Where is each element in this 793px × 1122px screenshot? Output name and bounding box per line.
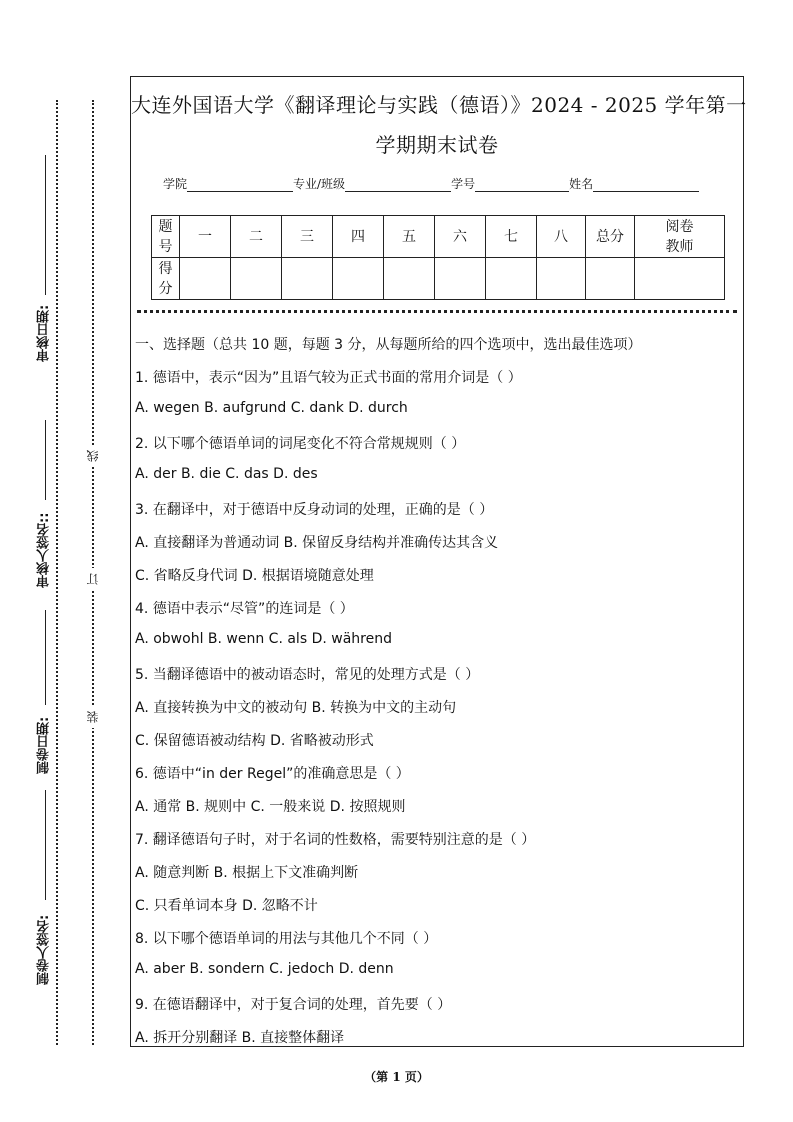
question-5-options-ab: A. 直接转换为中文的被动句 B. 转换为中文的主动句	[135, 700, 457, 716]
score-label: 得分	[152, 258, 180, 300]
cut-line-mark-ding: 订	[82, 568, 104, 590]
col-5: 五	[384, 216, 435, 258]
question-4: 4. 德语中表示“尽管”的连词是（ ）	[135, 601, 354, 617]
exam-title-line1: 大连外国语大学《翻译理论与实践（德语）》2024 - 2025 学年第一	[131, 93, 747, 117]
question-3-options-cd: C. 省略反身代词 D. 根据语境随意处理	[135, 568, 374, 584]
question-3: 3. 在翻译中，对于德语中反身动词的处理，正确的是（ ）	[135, 502, 494, 518]
col-2: 二	[231, 216, 282, 258]
question-2-options: A. der B. die C. das D. des	[135, 466, 318, 482]
score-cell-grader[interactable]	[635, 258, 725, 300]
col-3: 三	[282, 216, 333, 258]
score-cell-1[interactable]	[180, 258, 231, 300]
reviewer-date-label: 审核日期:	[37, 304, 52, 362]
section-one-heading: 一、选择题（总共 10 题，每题 3 分，从每题所给的四个选项中，选出最佳选项）	[135, 337, 642, 353]
score-table	[151, 215, 725, 300]
college-field[interactable]	[187, 178, 293, 192]
question-7-options-cd: C. 只看单词本身 D. 忽略不计	[135, 898, 318, 914]
name-label: 姓名	[569, 177, 594, 191]
grader-label: 阅卷教师	[635, 216, 725, 258]
score-cell-5[interactable]	[384, 258, 435, 300]
question-7: 7. 翻译德语句子时，对于名词的性数格，需要特别注意的是（ ）	[135, 832, 536, 848]
question-4-options: A. obwohl B. wenn C. als D. während	[135, 631, 392, 647]
major-class-label: 专业/班级	[293, 177, 346, 191]
page-number: （第 1 页）	[364, 1070, 429, 1084]
reviewer-sign-line	[45, 420, 46, 500]
maker-sign-label: 制卷人签名:	[37, 914, 52, 986]
name-field[interactable]	[593, 178, 699, 192]
score-cell-8[interactable]	[537, 258, 586, 300]
maker-date-label: 制卷日期:	[37, 716, 52, 774]
student-info-row	[163, 175, 699, 192]
major-class-field[interactable]	[345, 178, 451, 192]
exam-frame	[130, 76, 747, 1047]
student-id-field[interactable]	[475, 178, 569, 192]
question-6-options: A. 通常 B. 规则中 C. 一般来说 D. 按照规则	[135, 799, 406, 815]
col-4: 四	[333, 216, 384, 258]
question-5: 5. 当翻译德语中的被动语态时，常见的处理方式是（ ）	[135, 667, 480, 683]
score-table-header-row	[152, 216, 725, 258]
college-label: 学院	[163, 177, 188, 191]
col-7: 七	[486, 216, 537, 258]
score-cell-7[interactable]	[486, 258, 537, 300]
section-divider	[137, 310, 737, 313]
maker-sign-line	[45, 790, 46, 900]
question-number-label: 题号	[152, 216, 180, 258]
score-cell-3[interactable]	[282, 258, 333, 300]
question-3-options-ab: A. 直接翻译为普通动词 B. 保留反身结构并准确传达其含义	[135, 535, 499, 551]
reviewer-date-line	[45, 155, 46, 295]
question-7-options-ab: A. 随意判断 B. 根据上下文准确判断	[135, 865, 359, 881]
cut-line-mark-xian: 线	[82, 445, 104, 467]
score-cell-total[interactable]	[586, 258, 635, 300]
margin-dotted-line-outer	[56, 100, 58, 1045]
total-score-label: 总分	[586, 216, 635, 258]
student-id-label: 学号	[451, 177, 476, 191]
reviewer-sign-label: 审核人签名::	[37, 512, 52, 588]
score-cell-4[interactable]	[333, 258, 384, 300]
score-cell-6[interactable]	[435, 258, 486, 300]
score-cell-2[interactable]	[231, 258, 282, 300]
score-table-score-row	[152, 258, 725, 300]
maker-date-line	[45, 610, 46, 705]
question-2: 2. 以下哪个德语单词的词尾变化不符合常规规则（ ）	[135, 436, 466, 452]
question-1-options: A. wegen B. aufgrund C. dank D. durch	[135, 400, 408, 416]
question-5-options-cd: C. 保留德语被动结构 D. 省略被动形式	[135, 733, 374, 749]
question-1: 1. 德语中，表示“因为”且语气较为正式书面的常用介词是（ ）	[135, 370, 522, 386]
question-6: 6. 德语中“in der Regel”的准确意思是（ ）	[135, 766, 410, 782]
cut-line-mark-zhuang: 装	[82, 706, 104, 728]
exam-title-line2: 学期期末试卷	[375, 133, 499, 157]
col-8: 八	[537, 216, 586, 258]
question-8: 8. 以下哪个德语单词的用法与其他几个不同（ ）	[135, 931, 438, 947]
col-1: 一	[180, 216, 231, 258]
question-8-options: A. aber B. sondern C. jedoch D. denn	[135, 961, 394, 977]
col-6: 六	[435, 216, 486, 258]
question-9-options-ab: A. 拆开分别翻译 B. 直接整体翻译	[135, 1030, 345, 1046]
question-9: 9. 在德语翻译中，对于复合词的处理，首先要（ ）	[135, 997, 452, 1013]
